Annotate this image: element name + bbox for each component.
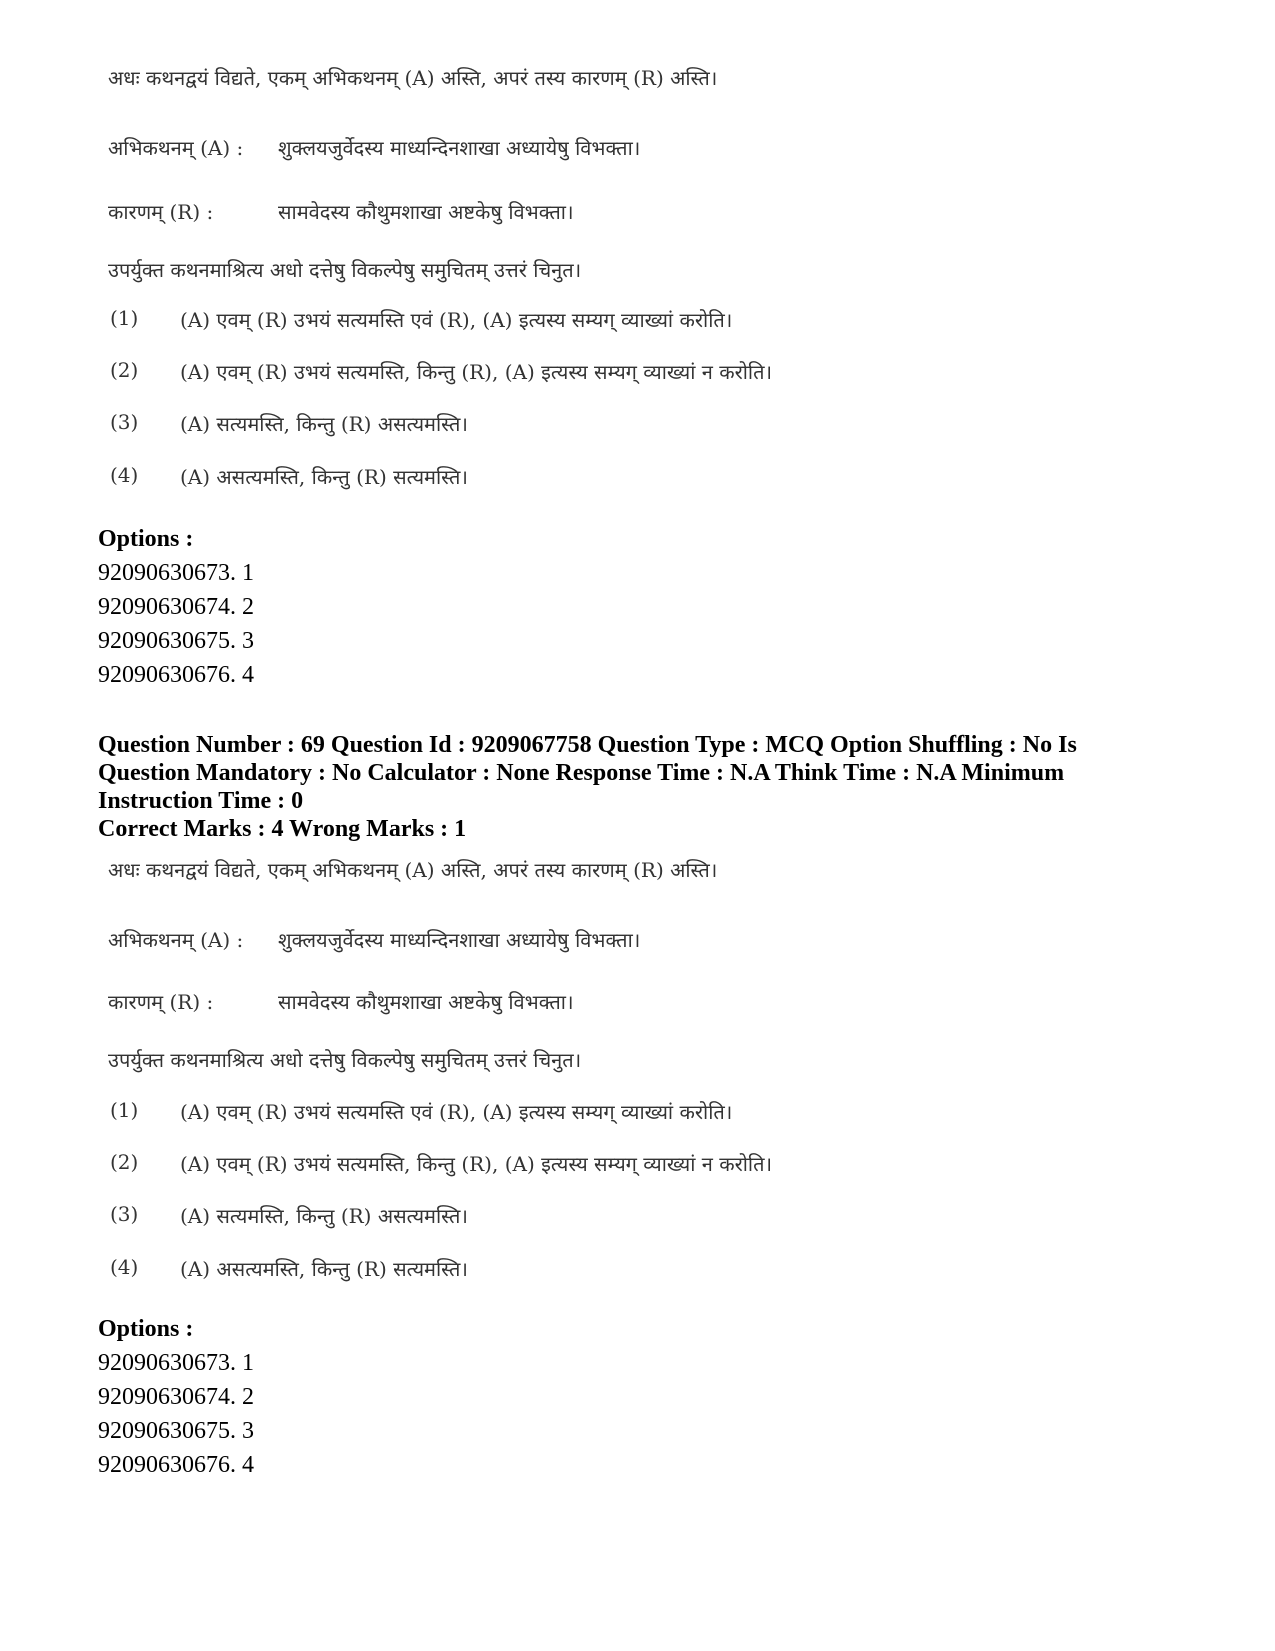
choice-text: (A) सत्यमस्ति, किन्तु (R) असत्यमस्ति। (180, 412, 468, 436)
options-list (98, 556, 254, 692)
choice-number: (2) (110, 358, 139, 382)
option-item: 92090630674. 2 (98, 1384, 254, 1410)
choice-number: (4) (110, 1255, 139, 1279)
question-metadata: Question Number : 69 Question Id : 9209067758 Question Type : MCQ Option Shuffling : No Is Question Mandatory : No Calculator : None Response Time : N.A Think Time : N.A Minimum Instruction Time : 0 (98, 732, 1077, 814)
assertion-label: अभिकथनम् (A) : (108, 928, 244, 952)
question-marks: Correct Marks : 4 Wrong Marks : 1 (98, 816, 467, 842)
choice-number: (3) (110, 410, 139, 434)
option-item: 92090630674. 2 (98, 594, 254, 620)
choice-number: (4) (110, 463, 139, 487)
question-instruction: उपर्युक्त कथनमाश्रित्य अधो दत्तेषु विकल्पेषु समुचितम् उत्तरं चिनुत। (108, 1048, 582, 1072)
question-intro: अधः कथनद्वयं विद्यते, एकम् अभिकथनम् (A) अस्ति, अपरं तस्य कारणम् (R) अस्ति। (108, 66, 718, 90)
options-heading: Options : (98, 526, 194, 552)
option-item: 92090630675. 3 (98, 1418, 254, 1444)
choice-number: (3) (110, 1202, 139, 1226)
question-instruction: उपर्युक्त कथनमाश्रित्य अधो दत्तेषु विकल्पेषु समुचितम् उत्तरं चिनुत। (108, 258, 582, 282)
reason-text: सामवेदस्य कौथुमशाखा अष्टकेषु विभक्ता। (278, 200, 574, 224)
option-item: 92090630673. 1 (98, 560, 254, 586)
choice-text: (A) एवम् (R) उभयं सत्यमस्ति एवं (R), (A) इत्यस्य सम्यग् व्याख्यां करोति। (180, 308, 733, 332)
choice-number: (1) (110, 306, 139, 330)
question-image-2 (98, 852, 858, 1292)
reason-label: कारणम् (R) : (108, 990, 214, 1014)
choice-text: (A) एवम् (R) उभयं सत्यमस्ति एवं (R), (A) इत्यस्य सम्यग् व्याख्यां करोति। (180, 1100, 733, 1124)
question-intro: अधः कथनद्वयं विद्यते, एकम् अभिकथनम् (A) अस्ति, अपरं तस्य कारणम् (R) अस्ति। (108, 858, 718, 882)
choice-text: (A) एवम् (R) उभयं सत्यमस्ति, किन्तु (R), (A) इत्यस्य सम्यग् व्याख्यां न करोति। (180, 360, 773, 384)
options-heading: Options : (98, 1316, 194, 1342)
question-image-1 (98, 60, 858, 500)
options-list (98, 1346, 254, 1482)
choice-number: (2) (110, 1150, 139, 1174)
choice-number: (1) (110, 1098, 139, 1122)
option-item: 92090630673. 1 (98, 1350, 254, 1376)
choice-text: (A) असत्यमस्ति, किन्तु (R) सत्यमस्ति। (180, 1257, 468, 1281)
choice-text: (A) एवम् (R) उभयं सत्यमस्ति, किन्तु (R), (A) इत्यस्य सम्यग् व्याख्यां न करोति। (180, 1152, 773, 1176)
option-item: 92090630676. 4 (98, 1452, 254, 1478)
choice-text: (A) सत्यमस्ति, किन्तु (R) असत्यमस्ति। (180, 1204, 468, 1228)
option-item: 92090630676. 4 (98, 662, 254, 688)
assertion-label: अभिकथनम् (A) : (108, 136, 244, 160)
reason-label: कारणम् (R) : (108, 200, 214, 224)
choice-text: (A) असत्यमस्ति, किन्तु (R) सत्यमस्ति। (180, 465, 468, 489)
assertion-text: शुक्लयजुर्वेदस्य माध्यन्दिनशाखा अध्यायेषु विभक्ता। (278, 928, 641, 952)
assertion-text: शुक्लयजुर्वेदस्य माध्यन्दिनशाखा अध्यायेषु विभक्ता। (278, 136, 641, 160)
option-item: 92090630675. 3 (98, 628, 254, 654)
reason-text: सामवेदस्य कौथुमशाखा अष्टकेषु विभक्ता। (278, 990, 574, 1014)
